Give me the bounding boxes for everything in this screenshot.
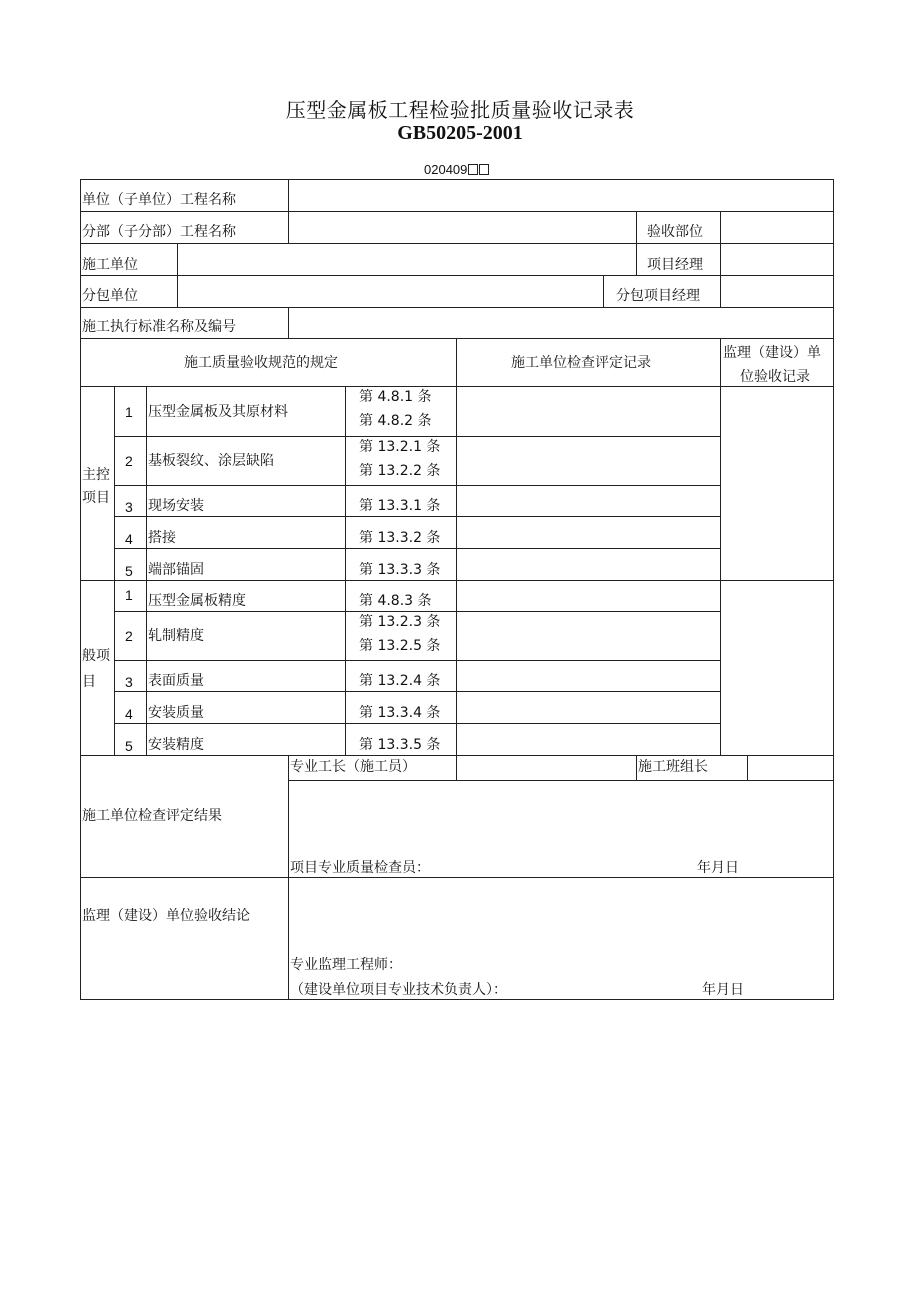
table-border-right — [833, 179, 834, 1000]
item-name: 压型金属板精度 — [148, 593, 246, 609]
project-manager-label: 项目经理 — [647, 257, 703, 273]
grid-line — [114, 660, 720, 661]
acceptance-record-table — [80, 179, 834, 1000]
grid-line — [114, 548, 720, 549]
subcontract-unit-label: 分包单位 — [82, 288, 138, 304]
quality-inspector-label: 项目专业质量检查员： — [290, 860, 430, 876]
item-number: 3 — [125, 674, 133, 690]
grid-line — [747, 755, 748, 780]
clause-reference: 第 13.3.2 条 — [359, 530, 441, 546]
foreman-label: 专业工长（施工员） — [290, 759, 416, 775]
clause-reference: 第 13.2.3 条 — [359, 614, 441, 630]
clause-reference: 第 4.8.2 条 — [359, 413, 432, 429]
clause-reference: 第 4.8.3 条 — [359, 593, 432, 609]
unit-project-name-label: 单位（子单位）工程名称 — [82, 192, 236, 208]
item-number: 2 — [125, 628, 133, 644]
item-number: 1 — [125, 587, 133, 603]
item-name: 表面质量 — [148, 673, 204, 689]
grid-line — [114, 386, 115, 755]
grid-line — [114, 436, 720, 437]
col-header-spec: 施工质量验收规范的规定 — [184, 355, 338, 371]
clause-reference: 第 13.3.3 条 — [359, 562, 441, 578]
grid-line — [603, 275, 604, 307]
grid-line — [80, 307, 834, 308]
grid-line — [456, 386, 457, 780]
clause-reference: 第 13.2.4 条 — [359, 673, 441, 689]
table-border-bottom — [80, 999, 834, 1000]
grid-line — [80, 877, 834, 878]
clause-reference: 第 13.2.5 条 — [359, 638, 441, 654]
item-name: 搭接 — [148, 530, 176, 546]
item-name: 安装精度 — [148, 737, 204, 753]
grid-line — [288, 780, 834, 781]
grid-line — [345, 386, 346, 755]
team-leader-label: 施工班组长 — [638, 759, 708, 775]
item-number: 5 — [125, 738, 133, 754]
clause-reference: 第 4.8.1 条 — [359, 389, 432, 405]
clause-reference: 第 13.3.5 条 — [359, 737, 441, 753]
grid-line — [114, 611, 720, 612]
result-date-label: 年月日 — [697, 860, 739, 876]
main-control-label: 主控 — [82, 467, 110, 483]
item-number: 4 — [125, 706, 133, 722]
standard-name-label: 施工执行标准名称及编号 — [82, 319, 236, 335]
grid-line — [114, 691, 720, 692]
col-header-record: 施工单位检查评定记录 — [511, 355, 651, 371]
item-number: 2 — [125, 453, 133, 469]
acceptance-part-label: 验收部位 — [647, 224, 703, 240]
construction-unit-label: 施工单位 — [82, 257, 138, 273]
col-header-supervision: 位验收记录 — [740, 369, 810, 385]
item-name: 端部锚固 — [148, 562, 204, 578]
table-border-left — [80, 179, 81, 1000]
code-digit-box[interactable] — [479, 164, 489, 175]
conclusion-date-label: 年月日 — [702, 982, 744, 998]
grid-line — [720, 211, 721, 307]
col-header-supervision: 监理（建设）单 — [723, 345, 821, 361]
grid-line — [636, 755, 637, 780]
item-number: 3 — [125, 499, 133, 515]
grid-line — [636, 211, 637, 275]
item-number: 4 — [125, 531, 133, 547]
subcontract-pm-label: 分包项目经理 — [616, 288, 700, 304]
clause-reference: 第 13.3.1 条 — [359, 498, 441, 514]
supervision-conclusion-label: 监理（建设）单位验收结论 — [82, 908, 250, 924]
grid-line — [80, 755, 834, 756]
item-number: 1 — [125, 404, 133, 420]
item-number: 5 — [125, 563, 133, 579]
general-items-label: 目 — [82, 674, 96, 690]
grid-line — [288, 755, 289, 999]
form-title: 压型金属板工程检验批质量验收记录表 — [285, 98, 635, 122]
grid-line — [288, 307, 289, 338]
item-name: 安装质量 — [148, 705, 204, 721]
item-name: 现场安装 — [148, 498, 204, 514]
code-digit-box[interactable] — [468, 164, 478, 175]
clause-reference: 第 13.3.4 条 — [359, 705, 441, 721]
sub-project-name-label: 分部（子分部）工程名称 — [82, 224, 236, 240]
general-items-label: 般项 — [82, 648, 110, 664]
item-name: 压型金属板及其原材料 — [148, 404, 288, 420]
grid-line — [177, 243, 178, 307]
main-control-label: 项目 — [82, 490, 110, 506]
grid-line — [114, 516, 720, 517]
grid-line — [456, 338, 457, 386]
grid-line — [288, 179, 289, 243]
table-border-top — [80, 179, 834, 180]
standard-number: GB50205-2001 — [397, 122, 523, 144]
item-name: 轧制精度 — [148, 628, 204, 644]
item-name: 基板裂纹、涂层缺陷 — [148, 453, 274, 469]
form-code — [424, 162, 489, 177]
form-code-number: 020409 — [424, 162, 468, 177]
clause-reference: 第 13.2.2 条 — [359, 463, 441, 479]
grid-line — [146, 386, 147, 755]
grid-line — [114, 723, 720, 724]
supervising-engineer-label: 专业监理工程师： — [290, 957, 402, 973]
owner-technical-lead-label: （建设单位项目专业技术负责人）： — [290, 982, 507, 998]
clause-reference: 第 13.2.1 条 — [359, 439, 441, 455]
grid-line — [114, 485, 720, 486]
inspection-result-label: 施工单位检查评定结果 — [82, 808, 222, 824]
grid-line — [720, 338, 721, 755]
